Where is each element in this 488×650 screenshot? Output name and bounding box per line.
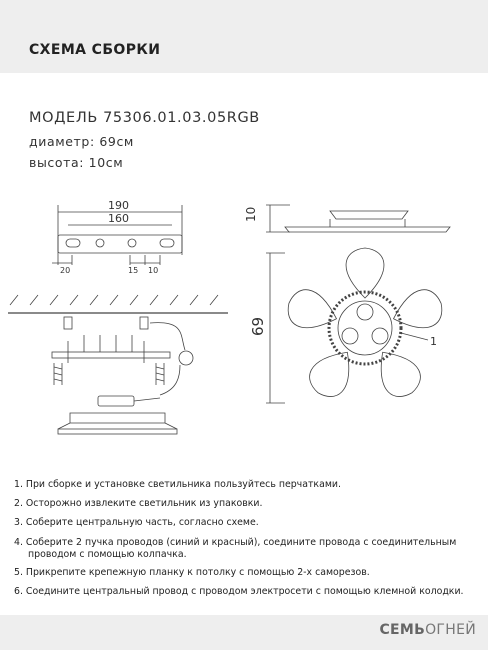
fixture-side-drawing: [266, 205, 450, 232]
fixture-top-drawing: [266, 248, 447, 404]
page-title: СХЕМА СБОРКИ: [29, 42, 161, 58]
instructions-list: [14, 475, 484, 601]
header-bar: [0, 0, 488, 73]
dim-plank-right: 10: [148, 266, 159, 275]
instruction-item: 5. Прикрепите крепежную планку к потолку с помощью 2-х саморезов.: [14, 566, 370, 578]
ceiling-drawing: [8, 295, 228, 434]
instruction-item: 4. Соберите 2 пучка проводов (синий и красный), соедините провода с соединительным: [14, 536, 457, 548]
instruction-item-continuation: проводом с помощью колпачка.: [28, 548, 187, 560]
dim-diameter: 69: [249, 316, 267, 336]
instruction-item: 1. При сборке и установке светильника пользуйтесь перчатками.: [14, 479, 341, 490]
assembly-diagram: [0, 185, 488, 470]
instruction-item: 3. Соберите центральную часть, согласно схеме.: [14, 517, 259, 529]
diameter-label: диаметр: 69см: [29, 134, 134, 149]
dim-plank-left: 20: [60, 266, 71, 275]
dim-side-height: 10: [244, 206, 258, 222]
dim-plank-total: 190: [108, 199, 129, 212]
callout-1: 1: [430, 335, 437, 348]
model-label: МОДЕЛЬ 75306.01.03.05RGB: [29, 110, 260, 126]
brand-logo: СЕМЬОГНЕЙ: [379, 622, 476, 638]
dim-plank-inner: 160: [108, 212, 129, 225]
instruction-item: 2. Осторожно извлеките светильник из упаковки.: [14, 498, 263, 510]
dim-plank-slot: 15: [128, 266, 139, 275]
height-label: высота: 10см: [29, 155, 124, 170]
instruction-item: 6. Соедините центральный провод с проводом электросети с помощью клемной колодки.: [14, 586, 464, 598]
